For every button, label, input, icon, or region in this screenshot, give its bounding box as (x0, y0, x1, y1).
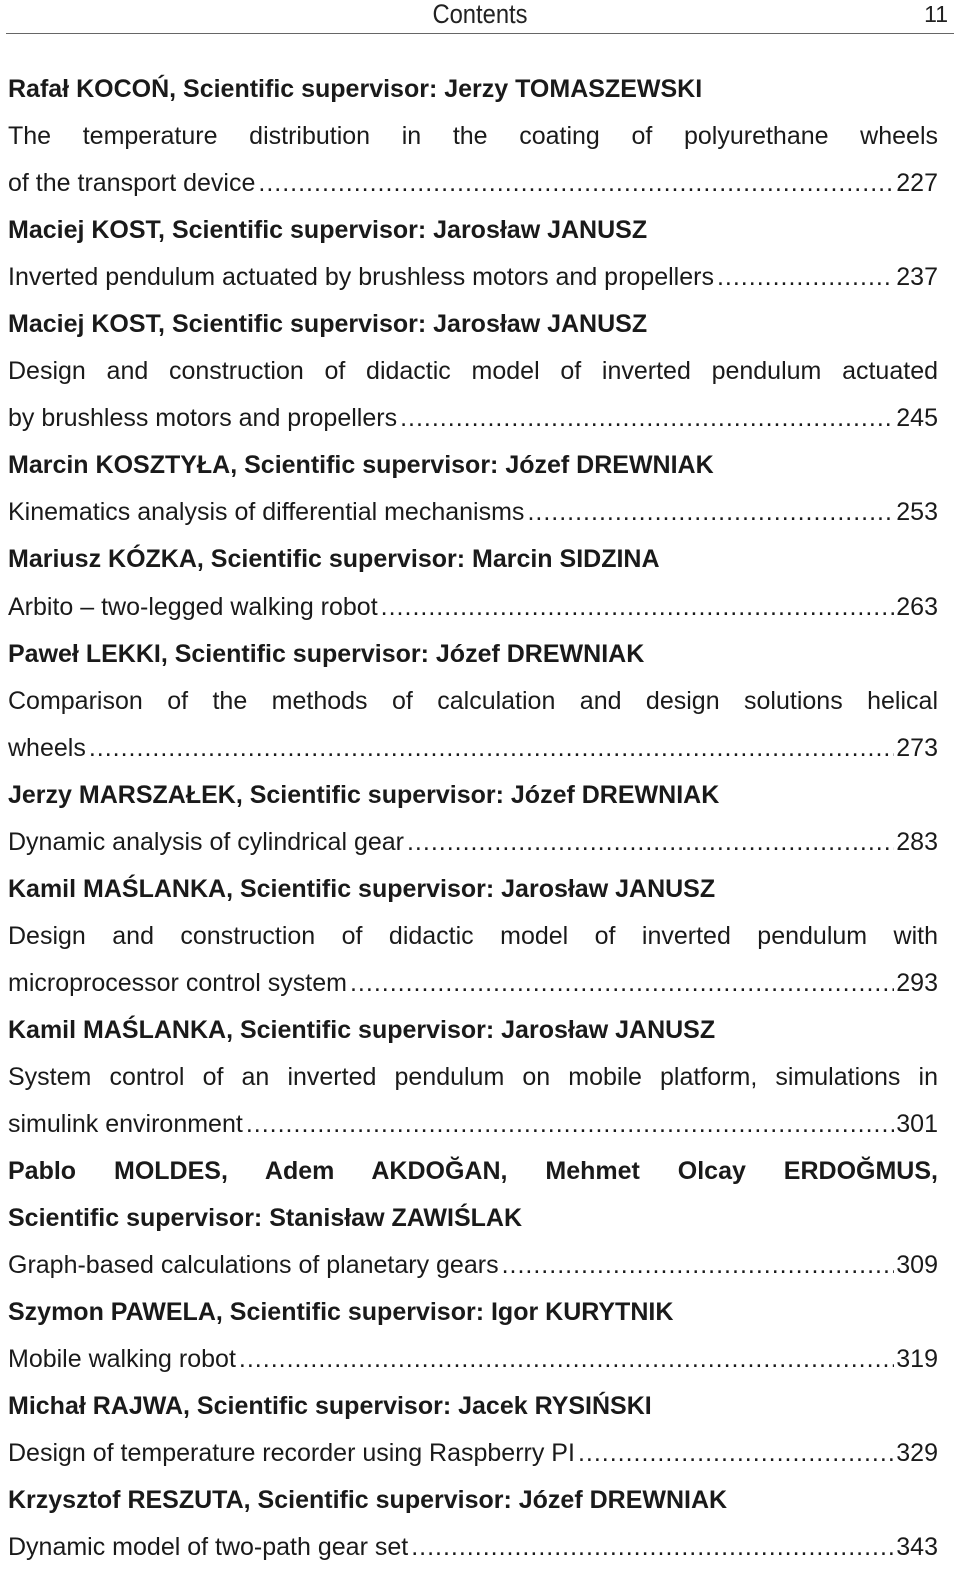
entry-title-line (8, 395, 938, 442)
entry-title: Design and construction of didactic model of inverted pendulum actuated (8, 357, 938, 386)
header-rule (6, 33, 954, 34)
entry-title: System control of an inverted pendulum on mobile platform, simulations in (8, 1062, 938, 1091)
entry-author: Jerzy MARSZAŁEK, Scientific supervisor: Józef DREWNIAK (8, 780, 720, 809)
entry-page-number: 237 (896, 263, 938, 292)
page-header (0, 0, 960, 36)
entry-title-line (8, 1242, 938, 1289)
entry-title-line (8, 819, 938, 866)
toc-entry (8, 207, 938, 301)
entry-title: Design of temperature recorder using Raspberry PI (8, 1439, 575, 1468)
entry-page-number: 227 (896, 169, 938, 198)
entry-title: Design and construction of didactic model of inverted pendulum with (8, 921, 938, 950)
toc-entry (8, 1383, 938, 1477)
entry-page-number: 273 (896, 733, 938, 762)
toc-entry (8, 536, 938, 630)
toc-entry (8, 301, 938, 442)
page-number: 11 (924, 1, 948, 27)
entry-author: Krzysztof RESZUTA, Scientific supervisor: Józef DREWNIAK (8, 1486, 728, 1515)
entry-title: Mobile walking robot (8, 1345, 236, 1374)
toc-entry (8, 1148, 938, 1289)
dot-leader (527, 489, 894, 536)
entry-title-line (8, 725, 938, 772)
entry-title-line (8, 1336, 938, 1383)
entry-page-number: 245 (896, 404, 938, 433)
table-of-contents (8, 66, 938, 1572)
running-title: Contents (432, 0, 528, 29)
entry-title-line (8, 1430, 938, 1477)
entry-title-line (8, 254, 938, 301)
entry-title: Dynamic model of two-path gear set (8, 1533, 409, 1562)
toc-entry (8, 66, 938, 207)
dot-leader (717, 254, 894, 301)
entry-author: Kamil MAŚLANKA, Scientific supervisor: Jarosław JANUSZ (8, 874, 716, 903)
entry-author: Marcin KOSZTYŁA, Scientific supervisor: Józef DREWNIAK (8, 451, 714, 480)
entry-page-number: 253 (896, 498, 938, 527)
entry-author: Paweł LEKKI, Scientific supervisor: Józef DREWNIAK (8, 639, 645, 668)
dot-leader (411, 1524, 894, 1571)
dot-leader (400, 395, 894, 442)
entry-page-number: 309 (896, 1251, 938, 1280)
entry-author: Rafał KOCOŃ, Scientific supervisor: Jerzy TOMASZEWSKI (8, 75, 703, 103)
entry-page-number: 329 (896, 1439, 938, 1468)
entry-author: Mariusz KÓZKA, Scientific supervisor: Marcin SIDZINA (8, 545, 660, 574)
entry-title: Arbito – two-legged walking robot (8, 592, 378, 621)
entry-title: The temperature distribution in the coating of polyurethane wheels (8, 122, 938, 151)
entry-title-line (8, 160, 938, 207)
entry-author: Pablo MOLDES, Adem AKDOĞAN, Mehmet Olcay ERDOĞMUS, (8, 1157, 938, 1186)
dot-leader (381, 584, 895, 631)
entry-page-number: 319 (896, 1345, 938, 1374)
entry-title-line (8, 1101, 938, 1148)
entry-page-number: 343 (896, 1533, 938, 1562)
entry-title: Graph-based calculations of planetary gears (8, 1251, 499, 1280)
dot-leader (502, 1242, 895, 1289)
entry-title-line (8, 960, 938, 1007)
toc-entry (8, 866, 938, 1007)
entry-title: Comparison of the methods of calculation and design solutions helical (8, 686, 938, 715)
entry-title: of the transport device (8, 169, 256, 198)
entry-page-number: 263 (896, 592, 938, 621)
dot-leader (246, 1101, 894, 1148)
entry-author: Scientific supervisor: Stanisław ZAWIŚLAK (8, 1204, 523, 1233)
dot-leader (89, 725, 894, 772)
entry-title: by brushless motors and propellers (8, 404, 398, 433)
entry-author: Szymon PAWELA, Scientific supervisor: Igor KURYTNIK (8, 1298, 674, 1327)
toc-entry (8, 1289, 938, 1383)
dot-leader (350, 960, 894, 1007)
toc-entry (8, 442, 938, 536)
entry-title: Inverted pendulum actuated by brushless motors and propellers (8, 263, 714, 292)
entry-page-number: 293 (896, 968, 938, 997)
entry-author: Maciej KOST, Scientific supervisor: Jarosław JANUSZ (8, 310, 648, 339)
entry-title-line (8, 1524, 938, 1571)
entry-title: wheels (8, 733, 86, 762)
toc-entry (8, 1477, 938, 1571)
dot-leader (239, 1336, 894, 1383)
entry-author: Michał RAJWA, Scientific supervisor: Jacek RYSIŃSKI (8, 1392, 652, 1421)
toc-entry (8, 1007, 938, 1148)
dot-leader (258, 160, 894, 207)
entry-title: Kinematics analysis of differential mechanisms (8, 498, 525, 527)
entry-title: microprocessor control system (8, 968, 347, 997)
entry-page-number: 283 (896, 827, 938, 856)
dot-leader (407, 819, 894, 866)
entry-author: Kamil MAŚLANKA, Scientific supervisor: Jarosław JANUSZ (8, 1015, 716, 1044)
entry-title: Dynamic analysis of cylindrical gear (8, 827, 404, 856)
entry-title-line (8, 584, 938, 631)
toc-entry (8, 772, 938, 866)
entry-title: simulink environment (8, 1110, 243, 1139)
entry-title-line (8, 489, 938, 536)
entry-page-number: 301 (896, 1110, 938, 1139)
toc-entry (8, 631, 938, 772)
entry-author: Maciej KOST, Scientific supervisor: Jarosław JANUSZ (8, 216, 648, 245)
dot-leader (578, 1430, 894, 1477)
